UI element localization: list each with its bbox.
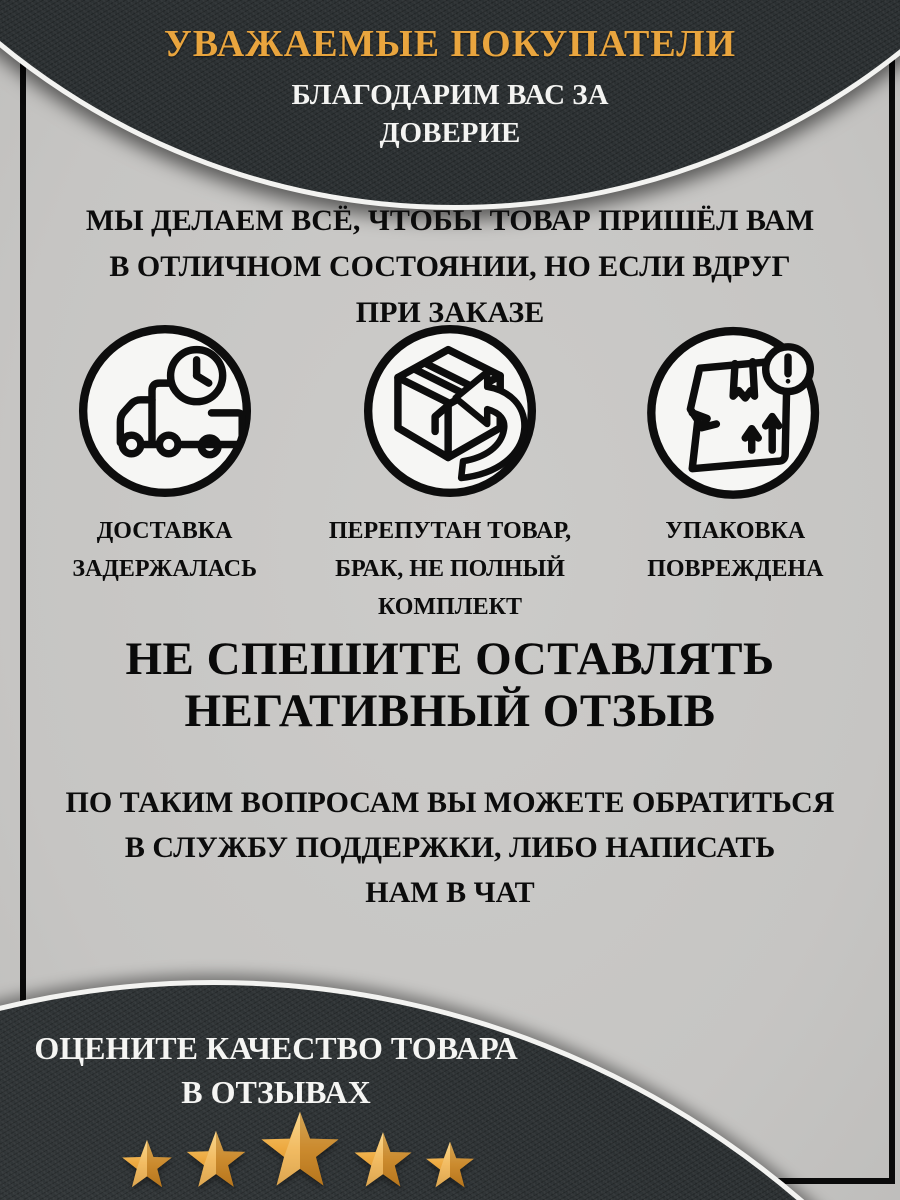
intro-line: В ОТЛИЧНОМ СОСТОЯНИИ, НО ЕСЛИ ВДРУГ xyxy=(109,250,791,283)
footer-line: ОЦЕНИТЕ КАЧЕСТВО ТОВАРА xyxy=(34,1030,518,1066)
headline-line: НЕГАТИВНЫЙ ОТЗЫВ xyxy=(184,685,716,737)
page-subtitle xyxy=(0,76,900,152)
subtitle-line: БЛАГОДАРИМ ВАС ЗА xyxy=(291,79,609,111)
box-return-icon xyxy=(357,318,543,504)
caption-line: ДОСТАВКА xyxy=(96,518,233,544)
main-headline xyxy=(0,633,900,737)
caption-line: БРАК, НЕ ПОЛНЫЙ xyxy=(335,556,565,582)
caption-line: ПЕРЕПУТАН ТОВАР, xyxy=(328,518,572,544)
support-line: НАМ В ЧАТ xyxy=(365,876,535,909)
subtitle-line: ДОВЕРИЕ xyxy=(379,117,521,149)
intro-text xyxy=(40,198,860,336)
headline-line: НЕ СПЕШИТЕ ОСТАВЛЯТЬ xyxy=(125,633,775,685)
page-title: УВАЖАЕМЫЕ ПОКУПАТЕЛИ xyxy=(163,23,737,65)
issue-delivery-delayed xyxy=(22,318,307,626)
caption-line: КОМПЛЕКТ xyxy=(377,594,523,620)
caption-line: УПАКОВКА xyxy=(665,518,806,544)
issue-caption xyxy=(72,512,257,588)
issue-caption xyxy=(647,512,823,588)
support-text xyxy=(30,780,870,915)
star-icon xyxy=(424,1140,476,1190)
issue-damaged-packaging xyxy=(593,318,878,626)
delivery-truck-clock-icon xyxy=(72,318,258,504)
star-icon xyxy=(184,1129,248,1190)
issue-caption xyxy=(329,512,571,626)
star-icon xyxy=(258,1109,342,1190)
support-line: В СЛУЖБУ ПОДДЕРЖКИ, ЛИБО НАПИСАТЬ xyxy=(124,831,776,864)
issues-row xyxy=(22,318,878,626)
star-rating xyxy=(112,1096,484,1190)
footer-line: В ОТЗЫВАХ xyxy=(181,1074,371,1110)
star-icon xyxy=(352,1130,414,1190)
intro-line: МЫ ДЕЛАЕМ ВСЁ, ЧТОБЫ ТОВАР ПРИШЁЛ ВАМ xyxy=(85,204,815,237)
support-line: ПО ТАКИМ ВОПРОСАМ ВЫ МОЖЕТЕ ОБРАТИТЬСЯ xyxy=(65,786,835,819)
intro-line: ПРИ ЗАКАЗЕ xyxy=(355,296,545,329)
caption-line: ПОВРЕЖДЕНА xyxy=(647,556,824,582)
issue-wrong-item xyxy=(307,318,592,626)
damaged-package-icon xyxy=(642,318,828,504)
caption-line: ЗАДЕРЖАЛАСЬ xyxy=(72,556,257,582)
star-icon xyxy=(120,1138,174,1190)
